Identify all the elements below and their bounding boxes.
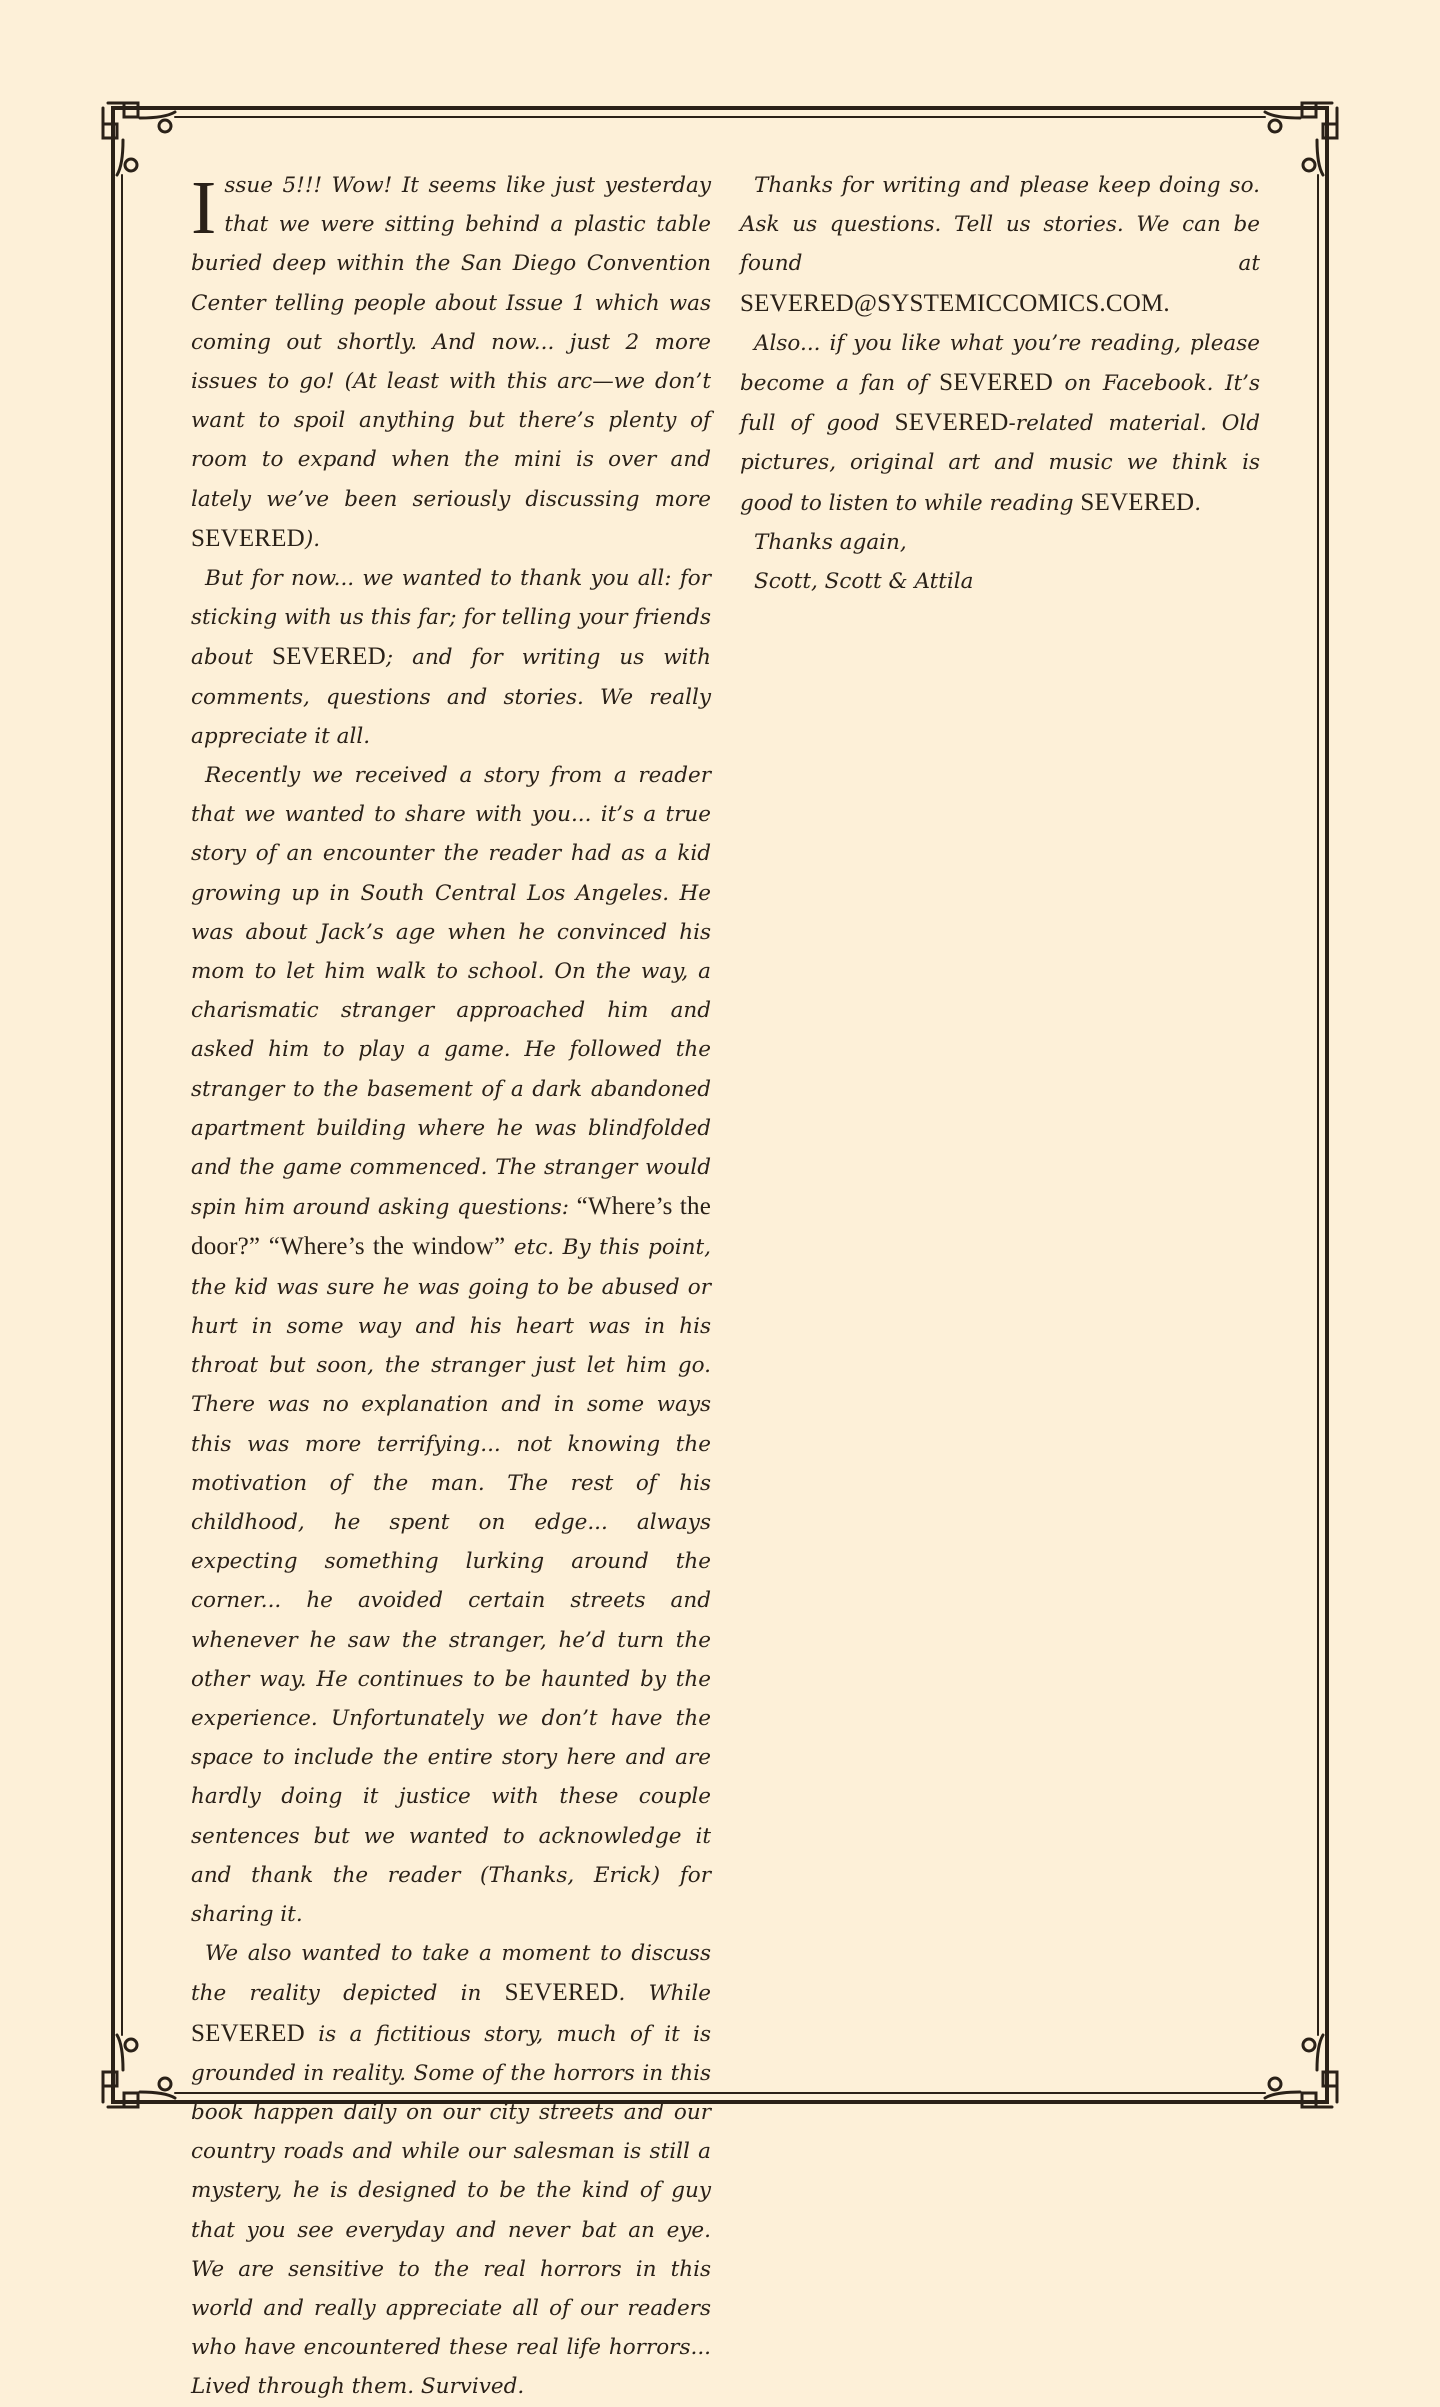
- title-severed: SEVERED: [191, 2019, 305, 2047]
- paragraph-intro: Issue 5!!! Wow! It seems like just yesterday that we were sitting behind a plastic table buried deep within the San Diego Convention Center telling people about Issue 1 which was coming out shortly. And now... just 2 more issues to go! (At least with this arc—we don’t want to spoil anything but there’s plenty of room to expand when the mini is over and lately we’ve been seriously discussing more SEVERED).: [191, 166, 711, 552]
- title-severed: SEVERED: [191, 524, 305, 552]
- email-link[interactable]: SEVERED@SYSTEMICCOMICS.COM.: [740, 289, 1170, 317]
- title-severed: SEVERED: [504, 1979, 619, 2007]
- paragraph-reader-story: Recently we received a story from a reader that we wanted to share with you... it’s a true story of an encounter the reader had as a kid growing up in South Central Los Angeles. He was about Jack’s age when he convinced his mom to let him walk to school. On the way, a charismatic stranger approached him and asked him to play a game. He followed the stranger to the basement of a dark abandoned apartment building where he was blindfolded and the game commenced. The stranger would spin him around asking questions: “Where’s the door?” “Where’s the window” etc. By this point, the kid was sure he was going to be abused or hurt in some way and his heart was in his throat but soon, the stranger just let him go. There was no explanation and in some ways this was more terrifying... not knowing the motivation of the man. The rest of his childhood, he spent on edge... always expecting something lurking around the corner... he avoided certain streets and whenever he saw the stranger, he’d turn the other way. He continues to be haunted by the experience. Unfortunately we don’t have the space to include the entire story here and are hardly doing it justice with these couple sentences but we wanted to acknowledge it and thank the reader (Thanks, Erick) for sharing it.: [191, 763, 712, 1927]
- drop-cap: I: [191, 166, 217, 250]
- title-severed: SEVERED: [1080, 488, 1195, 516]
- paragraph-contact: Thanks for writing and please keep doing so. Ask us questions. Tell us stories. We can be found at SEVERED@SYSTEMICCOMICS.COM.: [740, 173, 1260, 317]
- title-severed: SEVERED: [272, 643, 386, 671]
- letter-column-left: [191, 166, 711, 2407]
- paragraph-reality: We also wanted to take a moment to discuss the reality depicted in SEVERED. While SEVERED is a fictitious story, much of it is grounded in reality. Some of the horrors in this book happen daily on our city streets and our country roads and while our salesman is still a mystery, he is designed to be the kind of guy that you see everyday and never bat an eye. We are sensitive to the real horrors in this world and really appreciate all of our readers who have encountered these real life horrors... Lived through them. Survived.: [191, 1941, 712, 2400]
- letter-column-right: [740, 166, 1260, 601]
- title-severed: SEVERED: [894, 409, 1009, 437]
- quote-window: “Where’s the window”: [268, 1233, 506, 1261]
- quote-door: “Where’s the door?”: [191, 1193, 712, 1261]
- closing-line: Thanks again,: [754, 529, 907, 555]
- signature: Scott, Scott & Attila: [754, 569, 974, 595]
- paragraph-facebook: Also... if you like what you’re reading, please become a fan of SEVERED on Facebook. It’s full of good SEVERED-related material. Old pictures, original art and music we think is good to listen to while reading SEVERED.: [740, 330, 1260, 516]
- title-severed: SEVERED: [939, 369, 1054, 397]
- paragraph-thanks: But for now... we wanted to thank you all: for sticking with us this far; for telling your friends about SEVERED; and for writing us with comments, questions and stories. We really appreciate it all.: [191, 566, 711, 749]
